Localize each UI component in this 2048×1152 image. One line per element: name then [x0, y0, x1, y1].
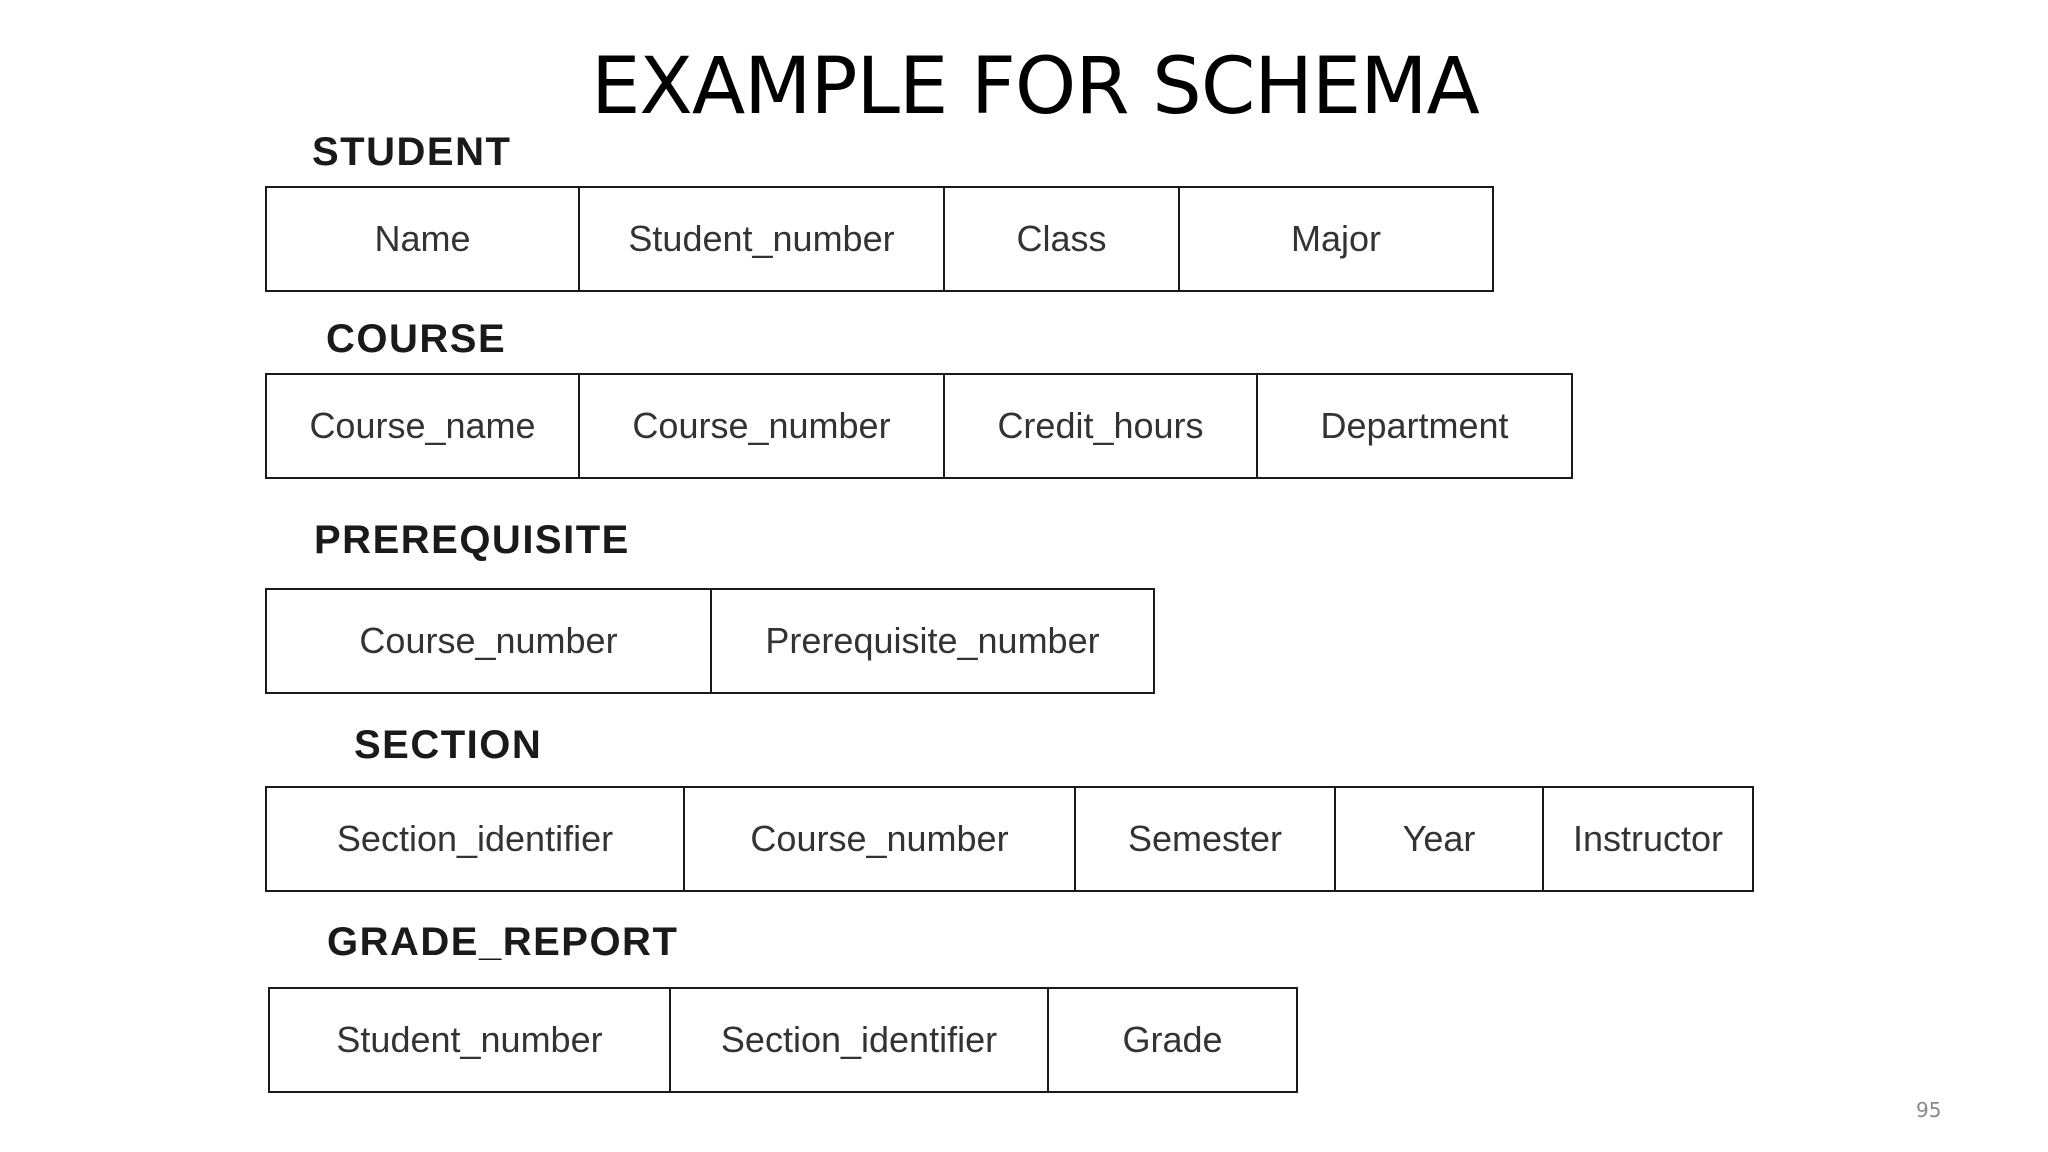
attribute-cell: Name [267, 188, 580, 290]
relation-name-section: SECTION [354, 723, 543, 767]
relation-name-student: STUDENT [312, 130, 512, 174]
attribute-cell: Course_number [580, 375, 945, 477]
attribute-cell: Prerequisite_number [765, 620, 1100, 661]
attribute-cell: Section_identifier [671, 989, 1049, 1091]
relation-table-student [265, 186, 1494, 292]
relation-table-prerequisite [265, 588, 1155, 694]
attribute-cell: Major [1290, 218, 1382, 259]
attribute-cell: Student_number [580, 188, 945, 290]
attribute-cell: Class [945, 188, 1180, 290]
slide-title: EXAMPLE FOR SCHEMA [591, 42, 1479, 132]
relation-table-section [265, 786, 1754, 892]
attribute-cell: Grade [1122, 1019, 1223, 1060]
attribute-cell: Course_number [267, 590, 712, 692]
relation-table-grade-report [268, 987, 1298, 1093]
attribute-cell: Credit_hours [945, 375, 1258, 477]
relation-name-prerequisite: PREREQUISITE [314, 518, 630, 562]
attribute-cell: Year [1336, 788, 1544, 890]
attribute-cell: Course_number [685, 788, 1076, 890]
relation-name-grade-report: GRADE_REPORT [327, 920, 679, 964]
attribute-cell: Course_name [267, 375, 580, 477]
relation-table-course [265, 373, 1573, 479]
attribute-cell: Instructor [1572, 818, 1724, 859]
page-number: 95 [1916, 1098, 1942, 1122]
relation-name-course: COURSE [326, 317, 507, 361]
attribute-cell: Semester [1076, 788, 1336, 890]
attribute-cell: Student_number [270, 989, 671, 1091]
attribute-cell: Department [1320, 405, 1509, 446]
attribute-cell: Section_identifier [267, 788, 685, 890]
